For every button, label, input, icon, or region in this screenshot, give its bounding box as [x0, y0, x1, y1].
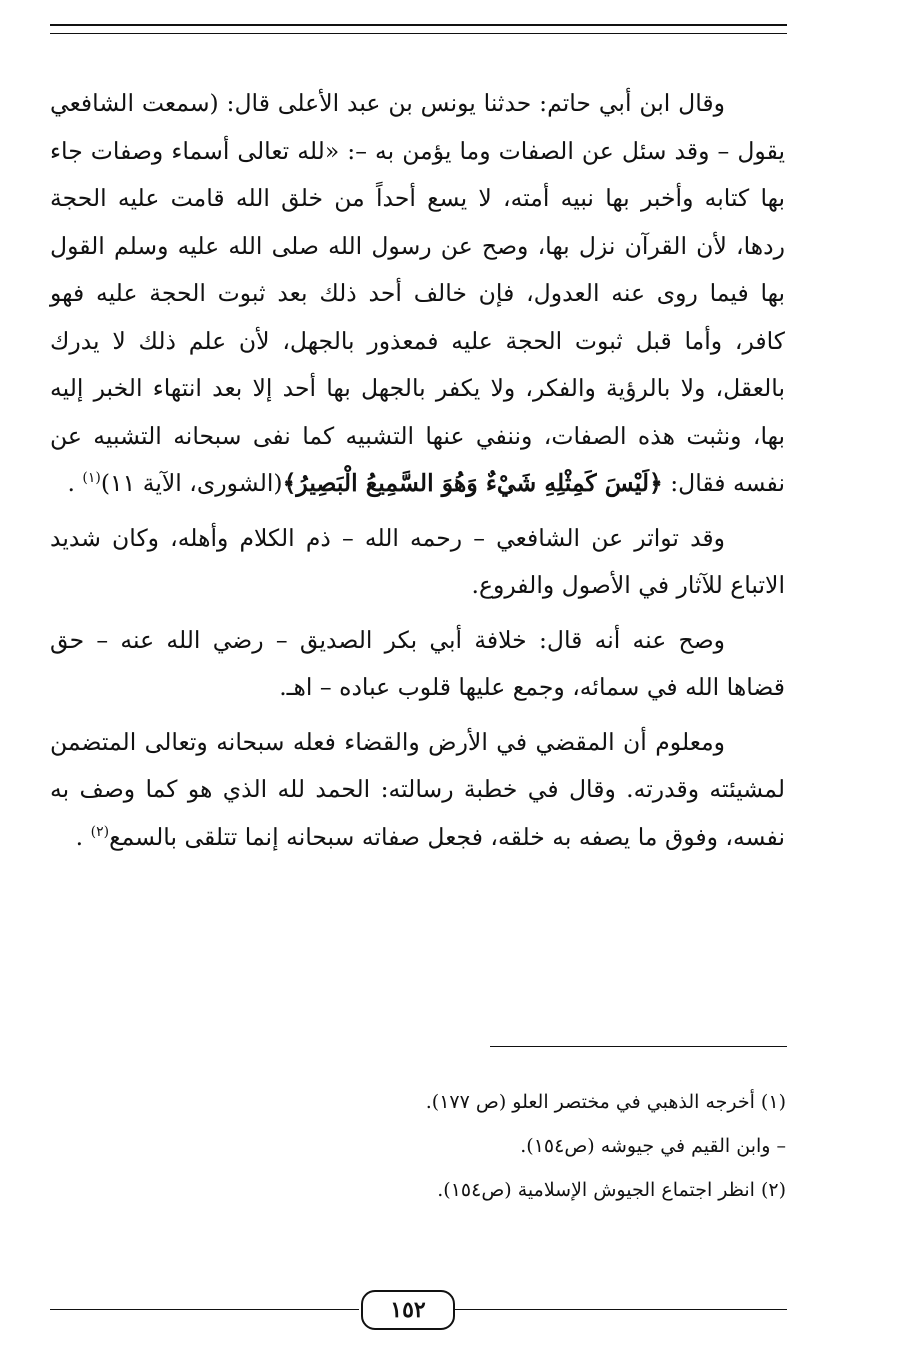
footnotes [80, 1080, 786, 1212]
page-number-line-right [453, 1309, 787, 1310]
paragraph-1 [50, 80, 785, 508]
paragraph-4-end: . [75, 822, 91, 851]
paragraph-2: وقد تواتر عن الشافعي – رحمه الله – ذم الكلام وأهله، وكان شديد الاتباع للآثار في الأصول والفروع. [50, 523, 785, 599]
footnote-separator [490, 1046, 787, 1047]
quran-verse: ﴿لَيْسَ كَمِثْلِهِ شَيْءٌ وَهُوَ السَّمِيعُ الْبَصِيرُ﴾ [282, 469, 663, 497]
footnote-2: (٢) انظر اجتماع الجيوش الإسلامية (ص١٥٤). [437, 1179, 786, 1201]
footnote-ref-1[interactable]: (١) [82, 470, 101, 487]
footnote-1: (١) أخرجه الذهبي في مختصر العلو (ص ١٧٧). [425, 1091, 786, 1113]
top-rule-thin [50, 33, 787, 34]
paragraph-1-text: وقال ابن أبي حاتم: حدثنا يونس بن عبد الأعلى قال: (سمعت الشافعي يقول – وقد سئل عن الصفات وما يؤمن به –: «لله تعالى أسماء وصفات جاء بها كتابه وأخبر بها نبيه أمته، لا يسع أحداً من خلق الله قامت عليه الحجة ردها، لأن القرآن نزل بها، وصح عن رسول الله صلى الله عليه وسلم القول بها فيما روى عنه العدول، فإن خالف أحد ذلك بعد ثبوت الحجة عليه فهو كافر، وأما قبل ثبوت الحجة عليه فمعذور بالجهل، لأن علم ذلك لا يدرك بالعقل، ولا بالرؤية والفكر، ولا يكفر بالجهل بها أحد إلا بعد انتهاء الخبر إليه بها، ونثبت هذه الصفات، وننفي عنها التشبيه كما نفى سبحانه التشبيه عن نفسه فقال: [50, 89, 785, 497]
paragraph-4 [50, 719, 785, 862]
paragraph-4-text: ومعلوم أن المقضي في الأرض والقضاء فعله سبحانه وتعالى المتضمن لمشيئته وقدرته. وقال في خطبة رسالته: الحمد لله الذي هو كما وصف به نفسه، وفوق ما يصفه به خلقه، فجعل صفاته سبحانه إنما تتلقى بالسمع [50, 727, 785, 851]
top-rule-thick [50, 24, 787, 26]
page-number: ١٥٢ [361, 1290, 455, 1330]
verse-citation: (الشورى، الآية ١١) [100, 469, 283, 497]
paragraph-3: وصح عنه أنه قال: خلافة أبي بكر الصديق – رضي الله عنه – حق قضاها الله في سمائه، وجمع عليها قلوب عباده – اهـ. [50, 625, 785, 701]
page-number-line-left [50, 1309, 359, 1310]
main-text [50, 80, 785, 861]
paragraph-1-end: . [67, 469, 83, 497]
footnote-1-continuation: – وابن القيم في جيوشه (ص١٥٤). [520, 1135, 786, 1157]
footnote-ref-2[interactable]: (٢) [90, 823, 110, 840]
